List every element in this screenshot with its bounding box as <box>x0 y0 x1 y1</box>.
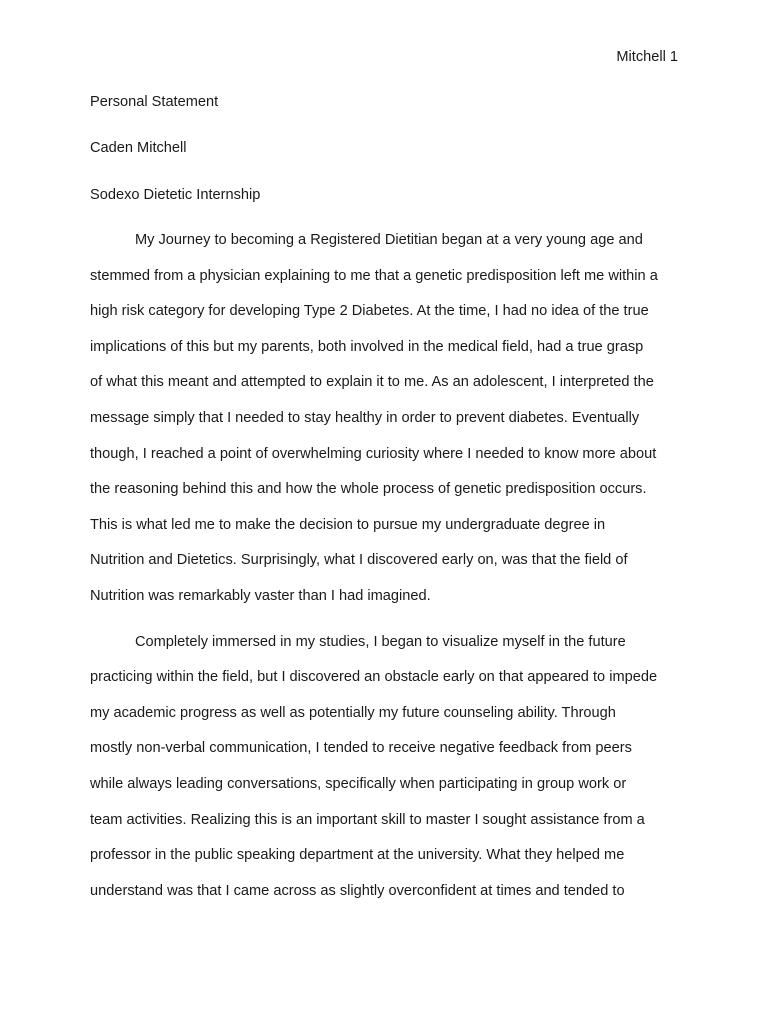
text-line: the reasoning behind this and how the whole process of genetic predisposition occurs. <box>90 481 647 498</box>
text-line: Nutrition was remarkably vaster than I had imagined. <box>90 587 431 604</box>
text-line: Completely immersed in my studies, I began to visualize myself in the future <box>135 633 626 650</box>
text-line: understand was that I came across as slightly overconfident at times and tended to <box>90 882 625 899</box>
text-line: Nutrition and Dietetics. Surprisingly, what I discovered early on, was that the field of <box>90 552 628 569</box>
text-line: though, I reached a point of overwhelming curiosity where I needed to know more about <box>90 445 657 462</box>
text-line: stemmed from a physician explaining to me that a genetic predisposition left me within a <box>90 267 658 284</box>
heading-block <box>90 91 680 230</box>
text-line: implications of this but my parents, both involved in the medical field, had a true grasp <box>90 338 644 355</box>
paragraph-spacer <box>90 621 680 631</box>
document-title: Personal Statement <box>90 94 219 110</box>
text-line: high risk category for developing Type 2 Diabetes. At the time, I had no idea of the true <box>90 303 649 320</box>
text-line: while always leading conversations, specifically when participating in group work or <box>90 775 627 792</box>
running-head: Mitchell 1 <box>616 49 678 65</box>
text-line: My Journey to becoming a Registered Dietitian began at a very young age and <box>135 232 643 248</box>
body-text <box>90 229 680 915</box>
text-line: practicing within the field, but I discovered an obstacle early on that appeared to impede <box>90 669 658 686</box>
author-name: Caden Mitchell <box>90 140 187 157</box>
paragraph-2 <box>90 631 680 916</box>
text-line: my academic progress as well as potentially my future counseling ability. Through <box>90 704 616 721</box>
text-line: This is what led me to make the decision to pursue my undergraduate degree in <box>90 516 606 533</box>
program-name: Sodexo Dietetic Internship <box>90 186 261 203</box>
text-line: team activities. Realizing this is an important skill to master I sought assistance from a <box>90 811 645 828</box>
text-line: message simply that I needed to stay healthy in order to prevent diabetes. Eventually <box>90 409 640 426</box>
text-line: mostly non-verbal communication, I tended to receive negative feedback from peers <box>90 740 632 757</box>
text-line: professor in the public speaking department at the university. What they helped me <box>90 847 625 864</box>
text-line: of what this meant and attempted to explain it to me. As an adolescent, I interpreted the <box>90 374 654 391</box>
paragraph-1 <box>90 229 680 621</box>
